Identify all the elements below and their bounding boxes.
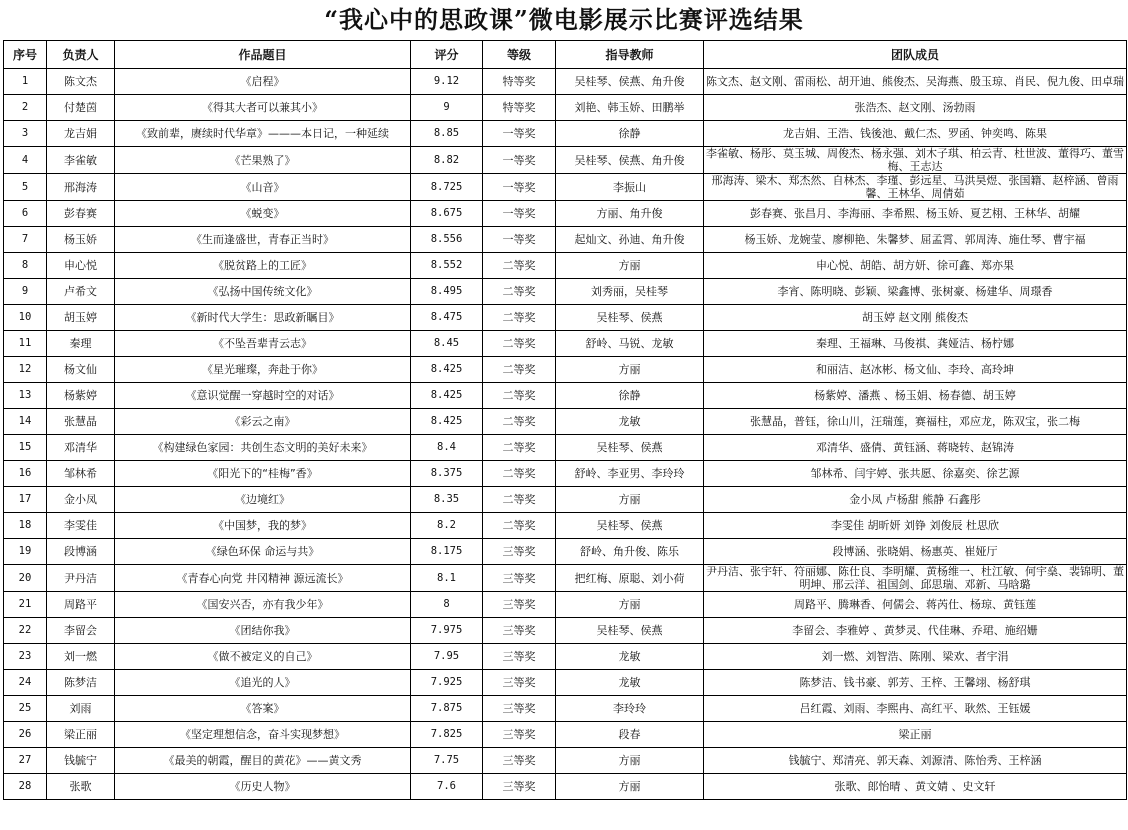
cell-grade: 一等奖 bbox=[483, 201, 556, 227]
cell-grade: 三等奖 bbox=[483, 644, 556, 670]
table-row bbox=[4, 774, 1127, 800]
cell-score: 8.35 bbox=[411, 487, 483, 513]
cell-leader: 梁正丽 bbox=[47, 722, 115, 748]
cell-grade: 二等奖 bbox=[483, 305, 556, 331]
cell-index: 22 bbox=[4, 618, 47, 644]
cell-leader: 杨紫婷 bbox=[47, 383, 115, 409]
cell-team-members: 金小凤 卢杨甜 熊静 石鑫彤 bbox=[704, 487, 1127, 513]
cell-index: 13 bbox=[4, 383, 47, 409]
cell-leader: 邢海涛 bbox=[47, 174, 115, 201]
cell-advisor: 起灿文、孙迪、角升俊 bbox=[556, 227, 704, 253]
cell-leader: 张慧晶 bbox=[47, 409, 115, 435]
cell-grade: 二等奖 bbox=[483, 513, 556, 539]
cell-team-members: 杨玉娇、龙婉莹、廖柳艳、朱馨梦、屈孟霄、郭周涛、施仕琴、曹宇福 bbox=[704, 227, 1127, 253]
cell-leader: 周路平 bbox=[47, 592, 115, 618]
cell-index: 4 bbox=[4, 147, 47, 174]
cell-team-members: 李宵、陈明晓、彭颖、梁鑫博、张树豪、杨建华、周璟香 bbox=[704, 279, 1127, 305]
cell-score: 8.725 bbox=[411, 174, 483, 201]
cell-score: 9 bbox=[411, 95, 483, 121]
cell-leader: 申心悦 bbox=[47, 253, 115, 279]
cell-grade: 二等奖 bbox=[483, 383, 556, 409]
cell-work-title: 《团结你我》 bbox=[115, 618, 411, 644]
cell-score: 8.2 bbox=[411, 513, 483, 539]
cell-work-title: 《历史人物》 bbox=[115, 774, 411, 800]
cell-leader: 钱毓宁 bbox=[47, 748, 115, 774]
cell-grade: 二等奖 bbox=[483, 253, 556, 279]
cell-advisor: 方丽 bbox=[556, 592, 704, 618]
cell-index: 12 bbox=[4, 357, 47, 383]
cell-advisor: 刘艳、韩玉娇、田鹏举 bbox=[556, 95, 704, 121]
cell-index: 5 bbox=[4, 174, 47, 201]
cell-index: 28 bbox=[4, 774, 47, 800]
cell-grade: 二等奖 bbox=[483, 487, 556, 513]
cell-leader: 刘一燃 bbox=[47, 644, 115, 670]
cell-advisor: 龙敏 bbox=[556, 409, 704, 435]
cell-team-members: 李雀敏、杨彤、莫玉城、周俊杰、杨永强、刘木子琪、柏云青、杜世波、董得巧、董雪梅、王志达 bbox=[704, 147, 1127, 174]
cell-advisor: 把红梅、原聪、刘小荷 bbox=[556, 565, 704, 592]
header-grade: 等级 bbox=[483, 41, 556, 69]
cell-score: 8.475 bbox=[411, 305, 483, 331]
cell-team-members: 刘一燃、刘智浩、陈刚、梁欢、者宇涓 bbox=[704, 644, 1127, 670]
cell-score: 8.375 bbox=[411, 461, 483, 487]
cell-index: 1 bbox=[4, 69, 47, 95]
cell-team-members: 陈梦洁、钱书豪、郭芳、王梓、王馨翊、杨舒琪 bbox=[704, 670, 1127, 696]
cell-team-members: 秦理、王福琳、马俊祺、龚娅洁、杨柠娜 bbox=[704, 331, 1127, 357]
header-work-title: 作品题目 bbox=[115, 41, 411, 69]
cell-index: 10 bbox=[4, 305, 47, 331]
cell-advisor: 刘秀丽，吴桂琴 bbox=[556, 279, 704, 305]
cell-leader: 秦理 bbox=[47, 331, 115, 357]
cell-score: 7.95 bbox=[411, 644, 483, 670]
cell-grade: 三等奖 bbox=[483, 618, 556, 644]
cell-grade: 三等奖 bbox=[483, 539, 556, 565]
cell-index: 24 bbox=[4, 670, 47, 696]
cell-grade: 二等奖 bbox=[483, 461, 556, 487]
cell-grade: 二等奖 bbox=[483, 279, 556, 305]
table-row bbox=[4, 696, 1127, 722]
cell-leader: 杨玉娇 bbox=[47, 227, 115, 253]
cell-advisor: 舒岭、角升俊、陈乐 bbox=[556, 539, 704, 565]
cell-work-title: 《边境红》 bbox=[115, 487, 411, 513]
cell-index: 27 bbox=[4, 748, 47, 774]
cell-grade: 三等奖 bbox=[483, 592, 556, 618]
cell-score: 8.556 bbox=[411, 227, 483, 253]
cell-team-members: 邓清华、盛倩、黄钰涵、蒋晓转、赵锦涛 bbox=[704, 435, 1127, 461]
cell-work-title: 《新时代大学生：思政新瞩目》 bbox=[115, 305, 411, 331]
cell-score: 7.825 bbox=[411, 722, 483, 748]
cell-index: 6 bbox=[4, 201, 47, 227]
table-row bbox=[4, 357, 1127, 383]
table-row bbox=[4, 147, 1127, 174]
cell-index: 19 bbox=[4, 539, 47, 565]
table-row bbox=[4, 722, 1127, 748]
cell-grade: 特等奖 bbox=[483, 95, 556, 121]
table-row bbox=[4, 383, 1127, 409]
cell-team-members: 陈文杰、赵文刚、雷雨松、胡开迪、熊俊杰、吴海燕、殷玉琼、肖民、倪九俊、田卓瑞 bbox=[704, 69, 1127, 95]
table-row bbox=[4, 435, 1127, 461]
table-row bbox=[4, 644, 1127, 670]
cell-grade: 三等奖 bbox=[483, 774, 556, 800]
cell-work-title: 《生而逢盛世，青春正当时》 bbox=[115, 227, 411, 253]
cell-grade: 三等奖 bbox=[483, 748, 556, 774]
table-row bbox=[4, 69, 1127, 95]
cell-work-title: 《山音》 bbox=[115, 174, 411, 201]
cell-work-title: 《星光璀璨，奔赴于你》 bbox=[115, 357, 411, 383]
cell-team-members: 吕红霞、刘雨、李熙冉、高红平、耿然、王钰媛 bbox=[704, 696, 1127, 722]
cell-score: 8.425 bbox=[411, 357, 483, 383]
cell-team-members: 尹丹洁、张宇轩、符丽娜、陈仕良、李明耀、黄杨维一、杜江敏、何宇燊、裴锦明、董明坤、邢云洋、祖国剑、邱思瑞、邓新、马晗璐 bbox=[704, 565, 1127, 592]
cell-leader: 杨文仙 bbox=[47, 357, 115, 383]
header-index: 序号 bbox=[4, 41, 47, 69]
cell-work-title: 《得其大者可以兼其小》 bbox=[115, 95, 411, 121]
cell-team-members: 张慧晶，普钰，徐山川，汪瑞莲，赛福柱，邓应龙，陈双宝，张二梅 bbox=[704, 409, 1127, 435]
table-row bbox=[4, 670, 1127, 696]
cell-advisor: 李振山 bbox=[556, 174, 704, 201]
table-row bbox=[4, 201, 1127, 227]
cell-grade: 一等奖 bbox=[483, 174, 556, 201]
cell-advisor: 方丽、角升俊 bbox=[556, 201, 704, 227]
cell-score: 7.975 bbox=[411, 618, 483, 644]
cell-index: 16 bbox=[4, 461, 47, 487]
cell-index: 17 bbox=[4, 487, 47, 513]
cell-work-title: 《做不被定义的自己》 bbox=[115, 644, 411, 670]
cell-score: 8.4 bbox=[411, 435, 483, 461]
cell-advisor: 吴桂琴、侯燕、角升俊 bbox=[556, 147, 704, 174]
cell-leader: 胡玉婷 bbox=[47, 305, 115, 331]
table-row bbox=[4, 227, 1127, 253]
cell-team-members: 杨紫婷、潘燕 、杨玉娟、杨春德、胡玉婷 bbox=[704, 383, 1127, 409]
cell-score: 8.175 bbox=[411, 539, 483, 565]
table-row bbox=[4, 253, 1127, 279]
cell-leader: 陈梦洁 bbox=[47, 670, 115, 696]
cell-score: 8.675 bbox=[411, 201, 483, 227]
cell-work-title: 《追光的人》 bbox=[115, 670, 411, 696]
cell-work-title: 《最美的朝霞，醒目的黄花》——黄文秀 bbox=[115, 748, 411, 774]
cell-score: 8.85 bbox=[411, 121, 483, 147]
cell-grade: 二等奖 bbox=[483, 331, 556, 357]
cell-grade: 三等奖 bbox=[483, 565, 556, 592]
cell-advisor: 吴桂琴、侯燕 bbox=[556, 618, 704, 644]
cell-advisor: 吴桂琴、侯燕、角升俊 bbox=[556, 69, 704, 95]
table-row bbox=[4, 565, 1127, 592]
cell-leader: 彭春赛 bbox=[47, 201, 115, 227]
cell-grade: 三等奖 bbox=[483, 722, 556, 748]
cell-team-members: 钱毓宁、郑清亮、郭天森、刘源清、陈怡秀、王梓涵 bbox=[704, 748, 1127, 774]
cell-work-title: 《致前辈，赓续时代华章》———本日记，一种延续 bbox=[115, 121, 411, 147]
cell-advisor: 方丽 bbox=[556, 774, 704, 800]
cell-work-title: 《国安兴否，亦有我少年》 bbox=[115, 592, 411, 618]
cell-grade: 特等奖 bbox=[483, 69, 556, 95]
table-header-row bbox=[4, 41, 1127, 69]
cell-index: 9 bbox=[4, 279, 47, 305]
cell-advisor: 舒岭、马锐、龙敏 bbox=[556, 331, 704, 357]
table-row bbox=[4, 748, 1127, 774]
table-row bbox=[4, 305, 1127, 331]
cell-leader: 龙吉娟 bbox=[47, 121, 115, 147]
cell-leader: 陈文杰 bbox=[47, 69, 115, 95]
cell-score: 8 bbox=[411, 592, 483, 618]
cell-score: 8.495 bbox=[411, 279, 483, 305]
cell-work-title: 《答案》 bbox=[115, 696, 411, 722]
table-row bbox=[4, 592, 1127, 618]
cell-work-title: 《构建绿色家园：共创生态文明的美好未来》 bbox=[115, 435, 411, 461]
cell-score: 7.6 bbox=[411, 774, 483, 800]
cell-team-members: 李雯佳 胡昕妍 刘铮 刘俊辰 杜思欣 bbox=[704, 513, 1127, 539]
cell-advisor: 吴桂琴、侯燕 bbox=[556, 513, 704, 539]
cell-score: 8.552 bbox=[411, 253, 483, 279]
cell-team-members: 胡玉婷 赵文刚 熊俊杰 bbox=[704, 305, 1127, 331]
cell-team-members: 李留会、李雅婷 、黄梦灵、代佳琳、乔珺、施绍姗 bbox=[704, 618, 1127, 644]
cell-advisor: 吴桂琴、侯燕 bbox=[556, 435, 704, 461]
cell-advisor: 方丽 bbox=[556, 748, 704, 774]
cell-score: 7.75 bbox=[411, 748, 483, 774]
cell-score: 7.875 bbox=[411, 696, 483, 722]
table-body bbox=[4, 69, 1127, 800]
cell-work-title: 《坚定理想信念，奋斗实现梦想》 bbox=[115, 722, 411, 748]
cell-team-members: 邹林希、闫宇婷、张共愿、徐嘉奕、徐艺源 bbox=[704, 461, 1127, 487]
cell-work-title: 《蜕变》 bbox=[115, 201, 411, 227]
cell-work-title: 《绿色环保 命运与共》 bbox=[115, 539, 411, 565]
cell-leader: 邹林希 bbox=[47, 461, 115, 487]
cell-index: 23 bbox=[4, 644, 47, 670]
cell-index: 11 bbox=[4, 331, 47, 357]
cell-leader: 段博涵 bbox=[47, 539, 115, 565]
cell-grade: 一等奖 bbox=[483, 121, 556, 147]
cell-grade: 一等奖 bbox=[483, 227, 556, 253]
cell-score: 8.1 bbox=[411, 565, 483, 592]
cell-team-members: 彭春赛、张昌月、李海丽、李希熙、杨玉娇、夏艺栩、王林华、胡耀 bbox=[704, 201, 1127, 227]
cell-work-title: 《芒果熟了》 bbox=[115, 147, 411, 174]
cell-index: 7 bbox=[4, 227, 47, 253]
table-row bbox=[4, 461, 1127, 487]
header-leader: 负责人 bbox=[47, 41, 115, 69]
cell-grade: 二等奖 bbox=[483, 435, 556, 461]
cell-team-members: 申心悦、胡皓、胡方妍、徐可鑫、郑亦果 bbox=[704, 253, 1127, 279]
cell-grade: 二等奖 bbox=[483, 409, 556, 435]
cell-work-title: 《中国梦，我的梦》 bbox=[115, 513, 411, 539]
cell-score: 8.82 bbox=[411, 147, 483, 174]
cell-advisor: 龙敏 bbox=[556, 670, 704, 696]
cell-leader: 尹丹洁 bbox=[47, 565, 115, 592]
table-row bbox=[4, 487, 1127, 513]
cell-advisor: 段春 bbox=[556, 722, 704, 748]
cell-advisor: 李玲玲 bbox=[556, 696, 704, 722]
cell-index: 18 bbox=[4, 513, 47, 539]
cell-score: 9.12 bbox=[411, 69, 483, 95]
page-title: “我心中的思政课”微电影展示比赛评选结果 bbox=[324, 5, 804, 34]
cell-leader: 邓清华 bbox=[47, 435, 115, 461]
cell-team-members: 张歌、郎怡晴 、黄文婧 、史文轩 bbox=[704, 774, 1127, 800]
cell-work-title: 《意识觉醒一穿越时空的对话》 bbox=[115, 383, 411, 409]
cell-leader: 金小凤 bbox=[47, 487, 115, 513]
cell-grade: 二等奖 bbox=[483, 357, 556, 383]
cell-team-members: 张浩杰、赵文刚、汤勃雨 bbox=[704, 95, 1127, 121]
table-row bbox=[4, 618, 1127, 644]
results-table bbox=[3, 40, 1127, 800]
cell-grade: 三等奖 bbox=[483, 696, 556, 722]
cell-index: 26 bbox=[4, 722, 47, 748]
cell-grade: 一等奖 bbox=[483, 147, 556, 174]
cell-team-members: 龙吉娟、王浩、钱後池、戴仁杰、罗函、钟奕鸣、陈果 bbox=[704, 121, 1127, 147]
cell-work-title: 《脱贫路上的工匠》 bbox=[115, 253, 411, 279]
cell-leader: 卢希文 bbox=[47, 279, 115, 305]
cell-team-members: 邢海涛、梁木、郑杰然、自林杰、李瑾、彭远星、马洪昊煜、张国籍、赵梓涵、曾雨馨、王林华、周倩茹 bbox=[704, 174, 1127, 201]
cell-leader: 李留会 bbox=[47, 618, 115, 644]
table-row bbox=[4, 95, 1127, 121]
cell-work-title: 《启程》 bbox=[115, 69, 411, 95]
cell-index: 8 bbox=[4, 253, 47, 279]
cell-team-members: 段博涵、张晓娟、杨惠英、崔娅厅 bbox=[704, 539, 1127, 565]
cell-score: 8.45 bbox=[411, 331, 483, 357]
cell-score: 7.925 bbox=[411, 670, 483, 696]
cell-leader: 李雀敏 bbox=[47, 147, 115, 174]
cell-leader: 李雯佳 bbox=[47, 513, 115, 539]
cell-index: 21 bbox=[4, 592, 47, 618]
cell-work-title: 《不坠吾辈青云志》 bbox=[115, 331, 411, 357]
cell-index: 2 bbox=[4, 95, 47, 121]
cell-index: 15 bbox=[4, 435, 47, 461]
cell-work-title: 《彩云之南》 bbox=[115, 409, 411, 435]
cell-score: 8.425 bbox=[411, 409, 483, 435]
cell-score: 8.425 bbox=[411, 383, 483, 409]
cell-team-members: 梁正丽 bbox=[704, 722, 1127, 748]
cell-advisor: 舒岭、李亚男、李玲玲 bbox=[556, 461, 704, 487]
table-row bbox=[4, 409, 1127, 435]
cell-advisor: 方丽 bbox=[556, 253, 704, 279]
header-score: 评分 bbox=[411, 41, 483, 69]
cell-index: 3 bbox=[4, 121, 47, 147]
table-row bbox=[4, 331, 1127, 357]
table-row bbox=[4, 279, 1127, 305]
cell-advisor: 方丽 bbox=[556, 487, 704, 513]
cell-index: 25 bbox=[4, 696, 47, 722]
cell-advisor: 徐静 bbox=[556, 383, 704, 409]
cell-index: 20 bbox=[4, 565, 47, 592]
table-row bbox=[4, 513, 1127, 539]
table-row bbox=[4, 539, 1127, 565]
cell-work-title: 《阳光下的“桂梅”香》 bbox=[115, 461, 411, 487]
cell-index: 14 bbox=[4, 409, 47, 435]
cell-leader: 刘雨 bbox=[47, 696, 115, 722]
cell-leader: 付楚茵 bbox=[47, 95, 115, 121]
header-team-members: 团队成员 bbox=[704, 41, 1127, 69]
cell-team-members: 和丽洁、赵冰彬、杨文仙、李玲、高玲坤 bbox=[704, 357, 1127, 383]
table-row bbox=[4, 121, 1127, 147]
cell-leader: 张歌 bbox=[47, 774, 115, 800]
cell-work-title: 《弘扬中国传统文化》 bbox=[115, 279, 411, 305]
table-row bbox=[4, 174, 1127, 201]
cell-advisor: 方丽 bbox=[556, 357, 704, 383]
cell-team-members: 周路平、腾琳香、何儒会、蒋芮仕、杨琼、黄钰莲 bbox=[704, 592, 1127, 618]
cell-advisor: 徐静 bbox=[556, 121, 704, 147]
cell-grade: 三等奖 bbox=[483, 670, 556, 696]
cell-advisor: 龙敏 bbox=[556, 644, 704, 670]
cell-work-title: 《青春心向党 井冈精神 源远流长》 bbox=[115, 565, 411, 592]
cell-advisor: 吴桂琴、侯燕 bbox=[556, 305, 704, 331]
header-advisor: 指导教师 bbox=[556, 41, 704, 69]
